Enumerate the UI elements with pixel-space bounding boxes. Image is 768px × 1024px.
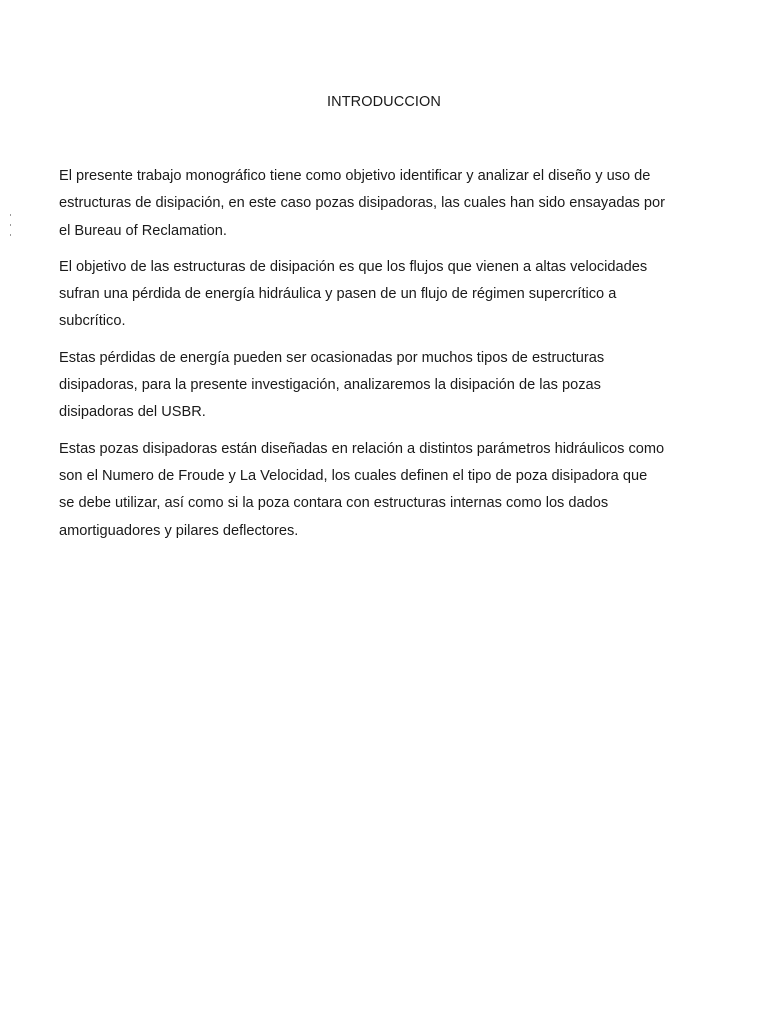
text-line: se debe utilizar, así como si la poza contara con estructuras internas como los dados [59,495,609,512]
margin-mark [10,214,11,216]
margin-mark [10,234,11,236]
text-line: disipadoras del USBR. [59,404,206,421]
text-line: disipadoras, para la presente investigación, analizaremos la disipación de las pozas [59,377,601,394]
text-line: sufran una pérdida de energía hidráulica y pasen de un flujo de régimen supercrítico a [59,286,617,303]
paragraph-1 [59,163,709,245]
margin-mark [10,224,11,226]
paragraph-3 [59,345,709,427]
text-line: subcrítico. [59,313,126,330]
body-text [59,163,709,554]
text-line: Estas pérdidas de energía pueden ser ocasionadas por muchos tipos de estructuras [59,349,605,366]
margin-marks [10,214,13,244]
paragraph-4 [59,436,709,545]
page-title: INTRODUCCION [327,94,441,110]
text-line: Estas pozas disipadoras están diseñadas en relación a distintos parámetros hidráulicos como [59,440,665,457]
text-line: El objetivo de las estructuras de disipación es que los flujos que vienen a altas velocidades [59,258,648,275]
text-line: son el Numero de Froude y La Velocidad, los cuales definen el tipo de poza disipadora que [59,467,648,484]
text-line: estructuras de disipación, en este caso pozas disipadoras, las cuales han sido ensayadas por [59,195,666,212]
text-line: el Bureau of Reclamation. [59,222,227,239]
paragraph-2 [59,254,709,336]
text-line: amortiguadores y pilares deflectores. [59,522,299,539]
text-line: El presente trabajo monográfico tiene como objetivo identificar y analizar el diseño y uso de [59,168,651,184]
